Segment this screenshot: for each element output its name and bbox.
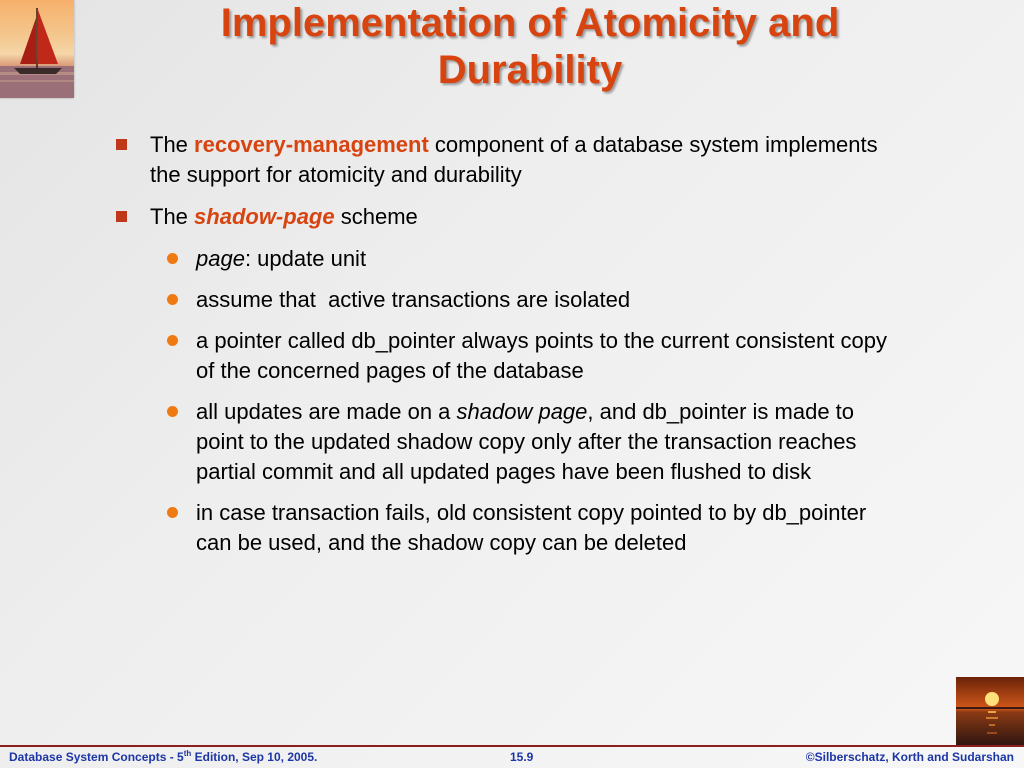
bullet-recovery-management (112, 130, 892, 190)
sub-bullet-failure (112, 498, 892, 558)
sub-5-text: in case transaction fails, old consistent copy pointed to by db_pointer can be used, and the shadow copy can be deleted (196, 500, 867, 555)
sub-bullet-isolated (112, 285, 892, 315)
round-bullet-icon (167, 335, 178, 346)
title-line-2: Durability (437, 48, 623, 92)
sub-4-pre: all updates are made on a (196, 399, 457, 424)
bullet-1-pre: The (150, 132, 195, 157)
sunset-logo (956, 677, 1024, 747)
footer-copyright: ©Silberschatz, Korth and Sudarshan (805, 750, 1014, 764)
bullet-2-pre: The (150, 204, 195, 229)
sub-3-text: a pointer called db_pointer always points to the current consistent copy of the concerned pages of the database (196, 328, 887, 383)
square-bullet-icon (116, 139, 127, 150)
bullet-1-post: component of a database system implements the support for atomicity and durability (150, 132, 878, 187)
bullet-shadow-page (112, 202, 892, 232)
round-bullet-icon (167, 253, 178, 264)
sub-1-post: : update unit (244, 246, 367, 271)
sunset-icon (956, 677, 1024, 747)
slide-body (112, 130, 892, 569)
footer-left-pre: Database System Concepts - 5 (9, 750, 184, 764)
footer-divider (0, 745, 1024, 747)
round-bullet-icon (167, 294, 178, 305)
sailboat-logo (0, 0, 74, 98)
sub-bullet-db-pointer (112, 326, 892, 386)
sub-2-text: assume that active transactions are isolated (196, 287, 631, 312)
square-bullet-icon (116, 211, 127, 222)
sub-bullet-shadow-updates (112, 397, 892, 487)
footer-left-post: Edition, Sep 10, 2005. (191, 750, 318, 764)
footer-book-info (9, 750, 317, 764)
round-bullet-icon (167, 406, 178, 417)
title-line-1: Implementation of Atomicity and (220, 1, 840, 45)
slide-title (120, 0, 940, 94)
sub-4-italic: shadow page (456, 399, 588, 424)
sub-4-post: , and db_pointer is made to point to the updated shadow copy only after the transaction reaches partial commit and all updated pages have been flushed to disk (196, 399, 857, 484)
sailboat-icon (0, 0, 74, 98)
footer-left-sup: th (183, 749, 192, 758)
sub-bullet-page (112, 244, 892, 274)
bullet-1-highlight: recovery-management (194, 132, 429, 157)
sub-1-italic: page (196, 246, 245, 271)
bullet-2-highlight: shadow-page (194, 204, 335, 229)
round-bullet-icon (167, 507, 178, 518)
bullet-2-post: scheme (334, 204, 418, 229)
page-number: 15.9 (510, 750, 534, 764)
